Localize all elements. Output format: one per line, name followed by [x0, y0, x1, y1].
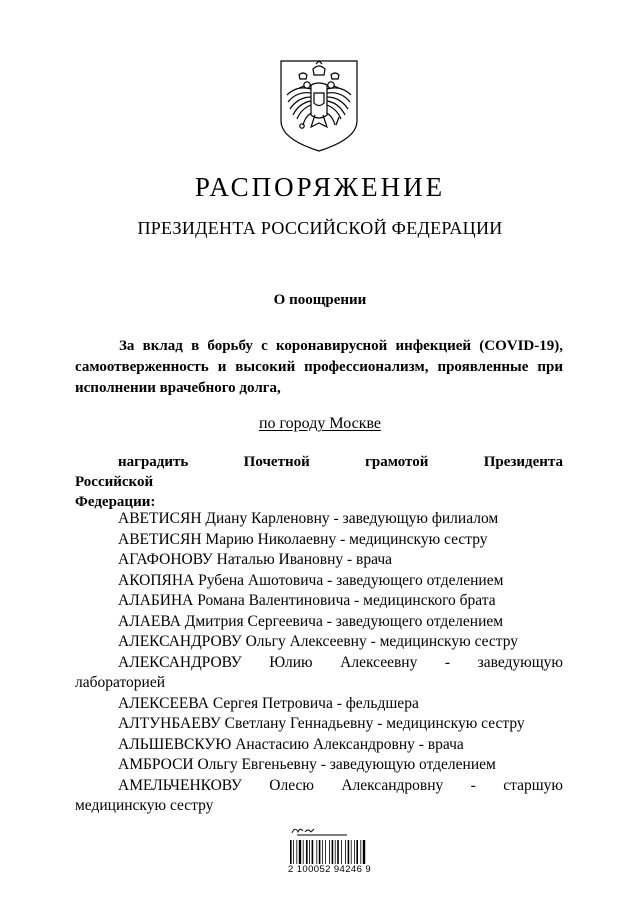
- preamble-paragraph: За вклад в борьбу с коронавирусной инфекцией (COVID-19), самоотверженность и высокий профессионализм, проявленные при исполнении врачебного долга,: [75, 338, 563, 396]
- barcode-number: 2 100052 94246 9: [288, 864, 372, 875]
- recipient-list: [75, 509, 563, 817]
- barcode-bar: [296, 840, 297, 864]
- barcode-bar: [316, 840, 317, 864]
- recipient-item: АКОПЯНА Рубена Ашотовича - заведующего отделением: [118, 571, 504, 589]
- barcode-bar: [299, 840, 301, 864]
- barcode-bar: [351, 840, 352, 864]
- barcode-bar: [303, 840, 304, 864]
- recipient-item: АЛЬШЕВСКУЮ Анастасию Александровну - врача: [118, 735, 464, 753]
- barcode-bar: [354, 840, 355, 864]
- recipient-item: АЛЕКСЕЕВА Сергея Петровича - фельдшера: [118, 694, 419, 712]
- barcode-bar: [363, 840, 365, 864]
- recipient-item-continuation: лабораторией: [75, 674, 166, 691]
- recipient-item: АВЕТИСЯН Марию Николаевну - медицинскую сестру: [118, 530, 488, 548]
- recipient-item-line: АМЕЛЬЧЕНКОВУ Олесю Александровну - старшую: [118, 776, 563, 794]
- barcode-bar: [306, 840, 308, 864]
- coat-of-arms-icon: [277, 55, 361, 153]
- barcode-bar: [325, 840, 326, 864]
- barcode-bar: [345, 840, 346, 864]
- barcode-bar: [312, 840, 314, 864]
- barcode-bar: [309, 840, 310, 864]
- recipient-item: АЛЕКСАНДРОВУ Ольгу Алексеевну - медицинскую сестру: [118, 633, 519, 650]
- barcode-bar: [329, 840, 330, 864]
- order-heading: О поощрении: [273, 292, 367, 308]
- document-title: РАСПОРЯЖЕНИЕ: [194, 172, 446, 202]
- recipient-item: АЛТУНБАЕВУ Светлану Геннадьевну - медицинскую сестру: [118, 715, 525, 732]
- barcode-bar: [290, 840, 292, 864]
- recipient-item: АГАФОНОВУ Наталью Ивановну - врача: [118, 551, 393, 568]
- barcode-bar: [319, 840, 321, 864]
- barcode-bar: [341, 840, 342, 864]
- recipient-item-continuation: медицинскую сестру: [75, 797, 214, 814]
- barcode-bar: [322, 840, 323, 864]
- recipient-item: АЛАЕВА Дмитрия Сергеевича - заведующего отделением: [118, 612, 504, 630]
- recipient-item: АМБРОСИ Ольгу Евгеньевну - заведующую отделением: [118, 756, 496, 773]
- registration-mark-icon: [289, 823, 353, 837]
- barcode-icon: [289, 840, 373, 864]
- recipient-item: АЛАБИНА Романа Валентиновича - медицинского брата: [118, 592, 496, 609]
- barcode-bar: [337, 840, 339, 864]
- recipient-item-line: АЛЕКСАНДРОВУ Юлию Алексеевну - заведующую: [118, 653, 563, 671]
- document-subtitle: ПРЕЗИДЕНТА РОССИЙСКОЙ ФЕДЕРАЦИИ: [137, 218, 503, 238]
- award-line-1: наградить Почетной грамотой Президента Российской: [75, 454, 563, 490]
- barcode-bar: [356, 840, 358, 864]
- city-text: по городу Москве: [258, 415, 382, 432]
- barcode-bar: [348, 840, 350, 864]
- recipient-item: [75, 653, 563, 694]
- city-line: [0, 414, 640, 434]
- barcode-bar: [332, 840, 334, 864]
- barcode-bar: [335, 840, 336, 864]
- award-paragraph: [75, 452, 563, 512]
- award-line-2: Федерации:: [75, 494, 156, 510]
- recipient-item: АВЕТИСЯН Диану Карленовну - заведующую филиалом: [118, 510, 499, 527]
- recipient-item: [75, 776, 563, 817]
- barcode-bar: [293, 840, 294, 864]
- barcode-bar: [360, 840, 361, 864]
